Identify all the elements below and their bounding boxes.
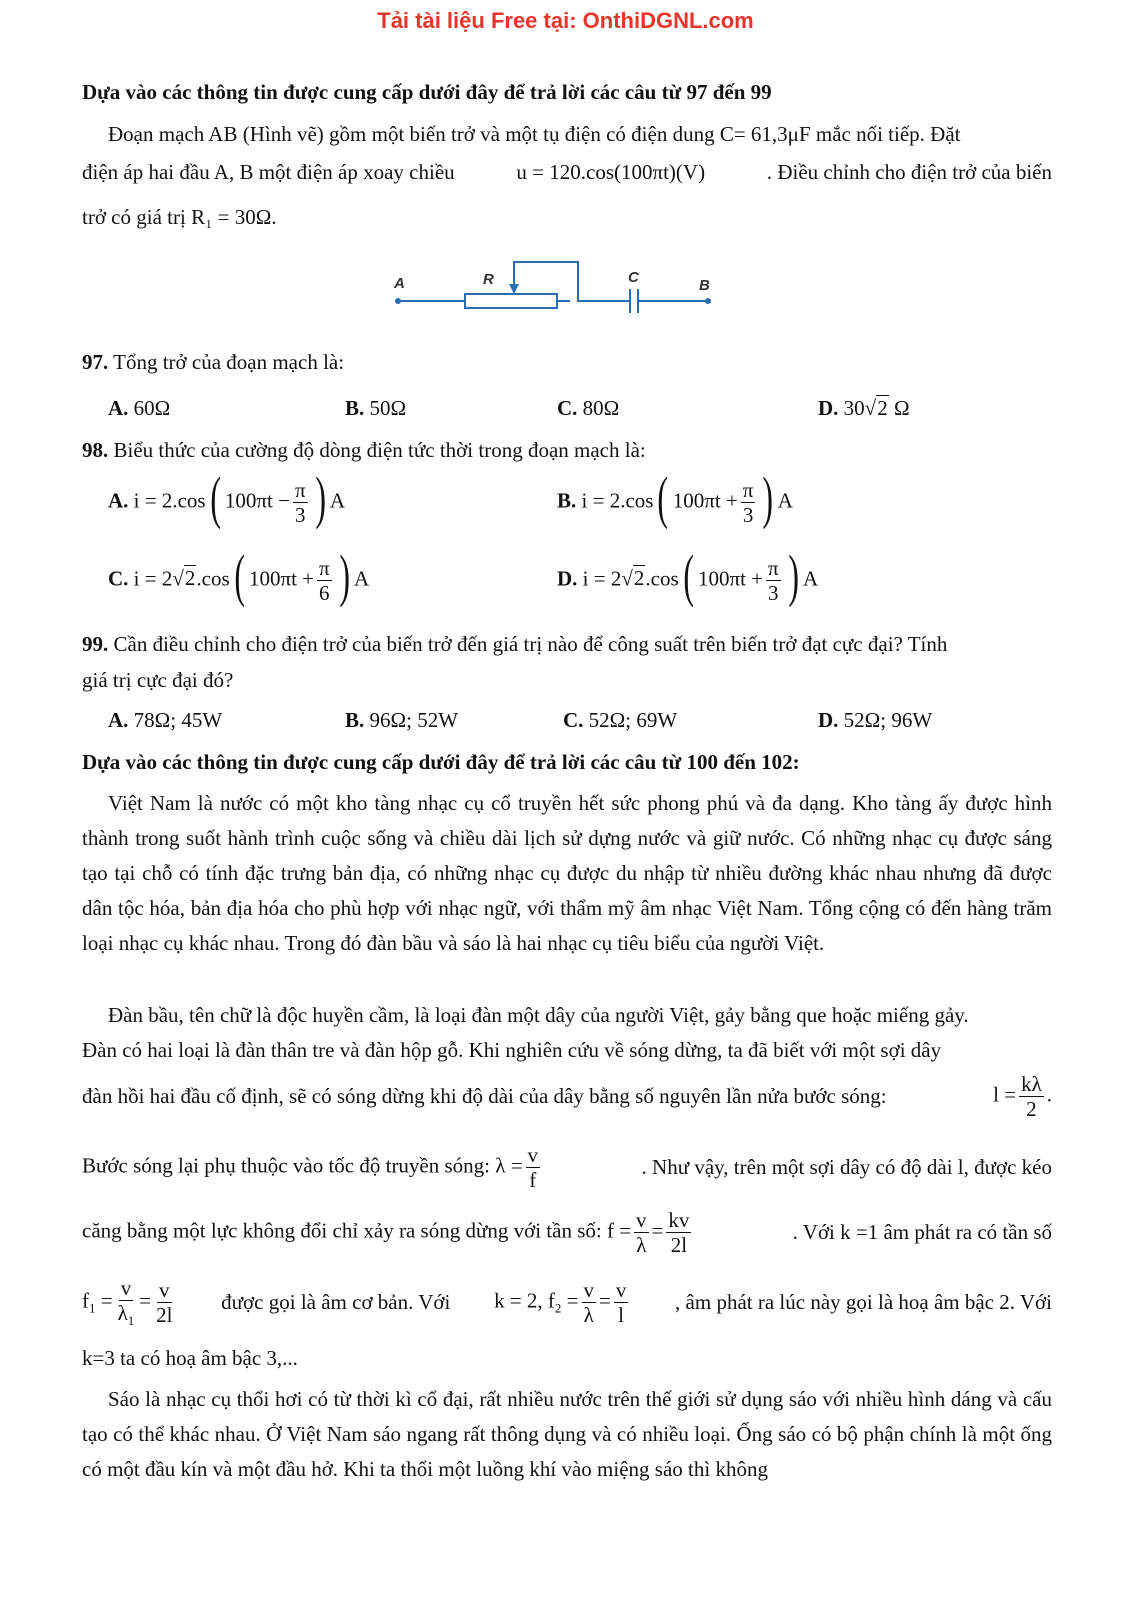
- paragraph-text: điện áp hai đầu A, B một điện áp xoay chiều: [82, 160, 455, 184]
- answer-letter: D.: [818, 396, 839, 420]
- answer-98-c[interactable]: C. i = 2√2.cos( 100πt + $\frac{\pi}{6}$ ) A: [108, 543, 370, 609]
- answer-text: 60Ω: [133, 396, 171, 420]
- sqrt-operand: 2: [633, 566, 645, 591]
- fraction: [293, 478, 308, 527]
- sqrt-operand: 2: [877, 396, 888, 420]
- rheostat-slider-wire: [514, 262, 630, 301]
- voltage-formula: u = 120.cos(100πt)(V): [516, 160, 706, 184]
- paragraph-danbau-line4: [82, 1143, 1052, 1192]
- formula-text: .cos: [196, 566, 230, 591]
- fraction-denominator: 3: [768, 581, 779, 606]
- section-intro-97-99: Dựa vào các thông tin được cung cấp dưới đây để trả lời các câu từ 97 đến 99: [82, 80, 772, 104]
- answer-97-b[interactable]: [345, 396, 406, 421]
- fraction: [116, 1276, 137, 1329]
- answer-letter: A.: [108, 396, 129, 420]
- answer-text: 52Ω; 69W: [588, 708, 678, 732]
- sqrt-operand: 2: [184, 566, 196, 591]
- answer-97-d[interactable]: D. 30√2 Ω: [818, 396, 910, 420]
- paragraph-text: căng bằng một lực không đổi chỉ xảy ra sóng dừng với tần số:: [82, 1218, 602, 1243]
- formula-unit: A: [353, 566, 370, 591]
- answer-99-b[interactable]: [345, 708, 458, 733]
- answer-99-a[interactable]: [108, 708, 222, 733]
- question-99: [82, 632, 947, 657]
- answer-98-a[interactable]: A. i = 2.cos( 100πt − $\frac{\pi}{3}$ ) A: [108, 465, 346, 531]
- fraction-denominator: 2l: [156, 1303, 173, 1328]
- answer-text: 78Ω; 45W: [133, 708, 223, 732]
- answer-letter: D.: [557, 566, 578, 591]
- paragraph-text: đàn hồi hai đầu cố định, sẽ có sóng dừng khi độ dài của dây bằng số nguyên lần nửa bước sóng:: [82, 1084, 887, 1109]
- answer-letter: D.: [818, 708, 839, 732]
- paragraph-danbau-line5: [82, 1208, 1052, 1257]
- fraction-numerator: v: [636, 1208, 647, 1232]
- answer-letter: C.: [563, 708, 584, 732]
- question-98: [82, 438, 646, 463]
- terminal-b: [705, 298, 711, 304]
- equation-lhs: f =: [606, 1218, 632, 1243]
- label-a: A: [394, 275, 405, 292]
- fraction-numerator: kv: [668, 1208, 690, 1232]
- slider-arrow: [509, 284, 519, 294]
- paragraph-danbau-line2: Đàn có hai loại là đàn thân tre và đàn hộp gỗ. Khi nghiên cứu về sóng dừng, ta đã biết với một sợi dây: [82, 1038, 942, 1062]
- fraction-numerator: π: [742, 478, 754, 502]
- fraction-denominator: 2l: [670, 1233, 688, 1258]
- label-r: R: [483, 271, 494, 288]
- answer-text: 30: [843, 396, 865, 420]
- equation-lhs: k = 2, f: [494, 1288, 555, 1313]
- fraction: [154, 1278, 174, 1327]
- paragraph-sao: Sáo là nhạc cụ thổi hơi có từ thời kì cổ đại, rất nhiều nước trên thế giới sử dụng sáo với nhiều hình dáng và cấu tạo có thể khác nhau. Ở Việt Nam sáo ngang rất thông dụng và có nhiều loại. Ống sáo có bộ phận chính là một ống có một đầu kín và một đầu hở. Khi ta thổi một luồng khí vào miệng sáo thì không: [82, 1387, 1052, 1481]
- fraction-denominator: λ: [583, 1303, 594, 1328]
- paragraph-danbau-line3: [82, 1072, 1052, 1121]
- answer-98-b[interactable]: B. i = 2.cos( 100πt + $\frac{\pi}{3}$ ) A: [557, 465, 793, 531]
- fraction-denominator: $\lambda_1$: [117, 1301, 135, 1329]
- equation-lhs: f: [82, 1288, 89, 1313]
- formula-text: i = 2: [133, 566, 173, 591]
- question-number: 99.: [82, 632, 109, 656]
- equation-f2: k = 2, $f_2$ = $\frac{v}{\lambda}$ = $\frac{v}{l}$: [494, 1277, 627, 1328]
- formula-text: 100πt +: [248, 566, 314, 591]
- fraction: [317, 556, 332, 605]
- paragraph-instruments: Việt Nam là nước có một kho tàng nhạc cụ cổ truyền hết sức phong phú và đa dạng. Kho tàng ấy được hình thành trong suốt hành trình cuộc sống và chiều dài lịch sử dựng nước và giữ nước. Có những nhạc cụ được sáng tạo tại chỗ có tính đặc trưng bản địa, có những nhạc cụ được du nhập từ nhiều đường khác nhau nhưng đã được dân tộc hóa, bản địa hóa cho phù hợp với nhạc ngữ, với thẩm mỹ âm nhạc Việt Nam. Tổng cộng có đến hàng trăm loại nhạc cụ khác nhau. Trong đó đàn bầu và sáo là hai nhạc cụ tiêu biểu của người Việt.: [82, 791, 1052, 955]
- answer-97-c[interactable]: [557, 396, 619, 421]
- answer-text: 50Ω: [369, 396, 407, 420]
- circuit-diagram: [390, 258, 730, 322]
- paragraph-circuit-line1: Đoạn mạch AB (Hình vẽ) gồm một biến trở và một tụ điện có điện dung C= 61,3μF mắc nối tiếp. Đặt: [108, 122, 961, 146]
- fraction-numerator: π: [319, 556, 330, 580]
- equation-length: l = $\frac{k\lambda}{2}$ .: [993, 1072, 1052, 1122]
- formula-text: .cos: [645, 566, 679, 591]
- answer-letter: A.: [108, 708, 129, 732]
- question-text: Biểu thức của cường độ dòng điện tức thời trong đoạn mạch là:: [113, 438, 646, 462]
- fraction-denominator: 3: [742, 503, 754, 528]
- fraction: [741, 478, 756, 527]
- answer-text: 96Ω; 52W: [369, 708, 459, 732]
- fraction-numerator: v: [527, 1143, 539, 1167]
- paragraph-text: , âm phát ra lúc này gọi là hoạ âm bậc 2. Với: [675, 1290, 1052, 1315]
- fraction-numerator: π: [294, 478, 306, 502]
- answer-letter: B.: [345, 708, 365, 732]
- answer-99-d[interactable]: [818, 708, 932, 733]
- answer-letter: C.: [557, 396, 578, 420]
- answer-98-d[interactable]: D. i = 2√2.cos( 100πt + $\frac{\pi}{3}$ ) A: [557, 543, 819, 609]
- answer-letter: C.: [108, 566, 129, 591]
- formula-text: i = 2.cos: [581, 488, 654, 513]
- equation-lhs: l =: [993, 1082, 1017, 1107]
- fraction-numerator: π: [768, 556, 779, 580]
- question-number: 97.: [82, 350, 109, 374]
- fraction: [1019, 1072, 1044, 1121]
- fraction-numerator: v: [120, 1276, 132, 1300]
- question-text: Cần điều chỉnh cho điện trở của biến trở đến giá trị nào để công suất trên biến trở đạt cực đại? Tính: [113, 632, 948, 656]
- formula-unit: A: [329, 488, 346, 513]
- fraction: [634, 1208, 649, 1257]
- fraction-denominator: 6: [319, 581, 330, 606]
- answer-letter: B.: [557, 488, 577, 513]
- fraction-denominator-text: λ: [117, 1301, 128, 1326]
- answer-99-c[interactable]: [563, 708, 677, 733]
- formula-text: i = 2.cos: [133, 488, 206, 513]
- equation-lhs: λ =: [495, 1153, 523, 1178]
- paragraph-text: căng bằng một lực không đổi chỉ xảy ra sóng dừng với tần số: f = $\frac{v}{\lambda}$ = $\frac{kv}{2l}$: [82, 1208, 690, 1258]
- paragraph-text: Bước sóng lại phụ thuộc vào tốc độ truyền sóng:: [82, 1153, 491, 1178]
- question-text: Tổng trở của đoạn mạch là:: [113, 350, 345, 374]
- site-header[interactable]: Tải tài liệu Free tại: OnthiDGNL.com: [377, 8, 754, 33]
- fraction: [614, 1278, 629, 1327]
- fraction: [666, 1208, 691, 1257]
- paragraph-danbau-line6: [82, 1276, 1052, 1329]
- paragraph-text: được gọi là âm cơ bản. Với: [221, 1290, 451, 1315]
- equation-f1: $f_1$ = $\frac{v}{\lambda_1}$ = $\frac{v}{2l}$: [82, 1276, 173, 1329]
- formula-unit: A: [777, 488, 793, 513]
- fraction: [766, 556, 781, 605]
- formula-text: i = 2: [582, 566, 622, 591]
- paragraph-text: [82, 1143, 543, 1192]
- paragraph-danbau-line1: Đàn bầu, tên chữ là độc huyền cầm, là loại đàn một dây của người Việt, gảy bằng que hoặc miếng gảy.: [108, 1003, 969, 1027]
- answer-97-a[interactable]: [108, 396, 170, 421]
- paragraph-danbau-line7: k=3 ta có hoạ âm bậc 3,...: [82, 1346, 298, 1370]
- fraction-numerator: kλ: [1021, 1072, 1042, 1096]
- paragraph-circuit-line2: [82, 160, 1052, 185]
- paragraph-text: . Điều chỉnh cho điện trở của biến: [766, 160, 1052, 184]
- fraction-numerator: v: [615, 1277, 627, 1302]
- section-intro-100-102: Dựa vào các thông tin được cung cấp dưới đây để trả lời các câu từ 100 đến 102:: [82, 750, 800, 774]
- paragraph-circuit-line3: trở có giá trị R₁ = 30Ω.: [82, 205, 277, 229]
- answer-letter: A.: [108, 488, 129, 513]
- fraction-denominator: 2: [1026, 1097, 1037, 1122]
- answer-unit: Ω: [888, 396, 910, 420]
- fraction-denominator: 3: [295, 503, 306, 528]
- answer-text: 52Ω; 96W: [843, 708, 933, 732]
- answer-text: 80Ω: [582, 396, 620, 420]
- fraction: [582, 1278, 597, 1327]
- resistor: [465, 294, 557, 308]
- label-c: C: [628, 269, 639, 286]
- fraction-denominator: f: [529, 1168, 537, 1193]
- fraction-numerator: v: [159, 1277, 170, 1302]
- question-number: 98.: [82, 438, 109, 462]
- formula-text: 100πt −: [224, 488, 290, 513]
- paragraph-text: . Với k =1 âm phát ra có tần số: [792, 1220, 1052, 1245]
- question-99-line2: giá trị cực đại đó?: [82, 668, 234, 692]
- answer-letter: B.: [345, 396, 365, 420]
- fraction: [526, 1143, 541, 1192]
- fraction-denominator: l: [618, 1303, 625, 1328]
- terminal-a: [395, 298, 401, 304]
- formula-text: 100πt +: [697, 566, 763, 591]
- formula-text: 100πt +: [672, 488, 738, 513]
- fraction-denominator: λ: [636, 1233, 647, 1258]
- fraction-numerator: v: [583, 1277, 594, 1302]
- label-b: B: [699, 277, 710, 294]
- paragraph-text: . Như vậy, trên một sợi dây có độ dài l, được kéo: [641, 1155, 1052, 1180]
- formula-unit: A: [802, 566, 819, 591]
- question-97: [82, 350, 344, 375]
